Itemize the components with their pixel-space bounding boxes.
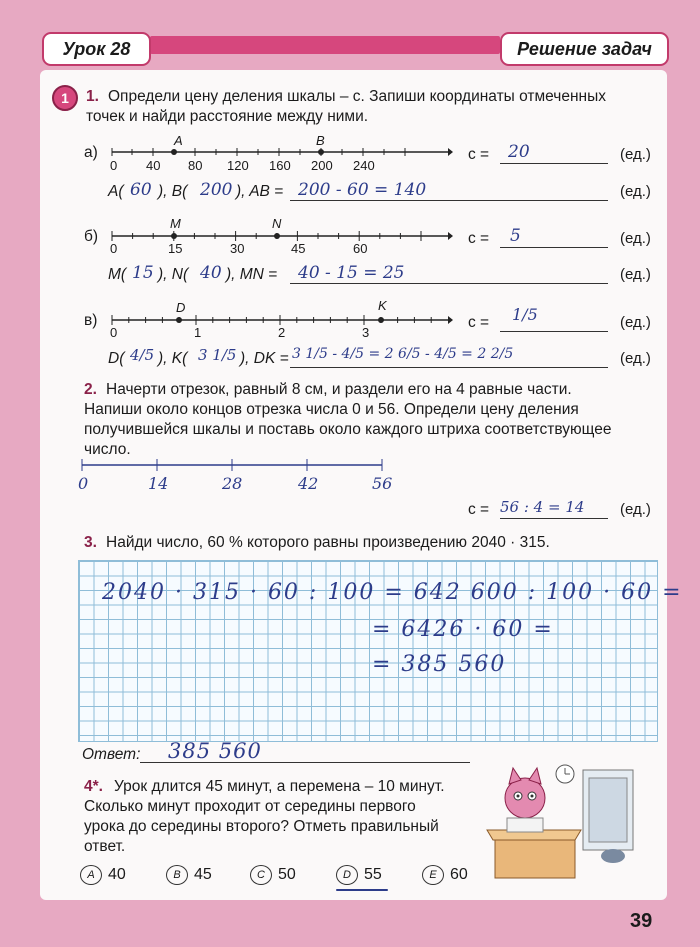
- scale-c-label: с =: [468, 314, 490, 331]
- segment-label: 28: [222, 474, 243, 493]
- option-value: 45: [194, 866, 212, 883]
- tick-label: 45: [291, 241, 306, 256]
- coords-b-prefix: M(: [108, 266, 127, 283]
- drawn-segment: [78, 455, 398, 475]
- coords-b-mid: ), N(: [158, 266, 189, 283]
- tick-label: 120: [227, 158, 249, 173]
- coords-a-prefix: A(: [108, 183, 124, 200]
- ex1-text-line1: Определи цену деления шкалы – с. Запиши координаты отмеченных: [108, 88, 606, 105]
- unit-label: (ед.): [620, 146, 651, 163]
- option-letter: Е: [422, 865, 444, 885]
- option-value: 55: [364, 866, 382, 883]
- tick-label: 240: [353, 158, 375, 173]
- tick-label: 3: [362, 325, 370, 340]
- unit-label: (ед.): [620, 183, 651, 200]
- coords-c-mid: ), K(: [158, 350, 188, 367]
- tick-label: 15: [168, 241, 183, 256]
- header-band: [150, 36, 500, 54]
- point-n-label: N: [272, 216, 282, 231]
- topic-label: Решение задач: [500, 32, 669, 66]
- ex3-work-line2: = 6426 · 60 =: [372, 617, 554, 642]
- tick-label: 30: [230, 241, 245, 256]
- part-a-label: а): [84, 144, 98, 161]
- option-c[interactable]: [250, 865, 296, 885]
- option-d-selected[interactable]: [336, 865, 382, 885]
- cat-illustration: [485, 760, 645, 880]
- unit-label: (ед.): [620, 314, 651, 331]
- page-number: 39: [630, 910, 653, 932]
- scale-c-label: с =: [468, 501, 490, 518]
- ex4-number: 4*.: [84, 778, 103, 795]
- ex2-line4: число.: [84, 441, 131, 458]
- tick-label: 0: [110, 325, 118, 340]
- segment-label: 42: [298, 474, 319, 493]
- unit-label: (ед.): [620, 501, 651, 518]
- coord-b: 200: [200, 180, 233, 200]
- part-b-label: б): [84, 228, 99, 245]
- ex4-line3: урока до середины второго? Отметь правильный: [84, 818, 439, 835]
- scale-c-value: 56 : 4 = 14: [500, 498, 585, 516]
- segment-label: 56: [372, 474, 393, 493]
- coords-b-suffix: ), MN =: [226, 266, 278, 283]
- ex3-text: Найди число, 60 % которого равны произведению 2040 · 315.: [106, 534, 550, 551]
- header-stripe: [158, 36, 162, 54]
- coords-a-mid: ), B(: [158, 183, 188, 200]
- scale-c-value: 5: [510, 226, 521, 246]
- ex3-number: 3.: [84, 534, 97, 551]
- option-letter: А: [80, 865, 102, 885]
- ex4-line1: Урок длится 45 минут, а перемена – 10 минут.: [114, 778, 445, 795]
- answer-value: 385 560: [168, 739, 262, 763]
- answer-line: [500, 163, 608, 164]
- option-letter: С: [250, 865, 272, 885]
- tick-label: 1: [194, 325, 202, 340]
- point-m-label: M: [170, 216, 181, 231]
- ex2-line3: получившейся шкалы и поставь около каждого штриха соответствующее: [84, 421, 612, 438]
- tick-label: 200: [311, 158, 333, 173]
- tick-label: 2: [278, 325, 286, 340]
- point-b-label: B: [316, 133, 325, 148]
- tick-label: 40: [146, 158, 161, 173]
- coord-a: 60: [130, 180, 152, 200]
- tick-label: 160: [269, 158, 291, 173]
- segment-label: 14: [148, 474, 169, 493]
- option-value: 60: [450, 866, 468, 883]
- option-b[interactable]: [166, 865, 212, 885]
- coord-n: 40: [200, 263, 222, 283]
- answer-line: [500, 247, 608, 248]
- coord-k: 3 1/5: [198, 346, 237, 364]
- option-value: 50: [278, 866, 296, 883]
- scale-c-value: 20: [508, 142, 530, 162]
- tick-label: 80: [188, 158, 203, 173]
- segment-label: 0: [78, 474, 89, 493]
- unit-label: (ед.): [620, 230, 651, 247]
- answer-line: [290, 283, 608, 284]
- coord-m: 15: [132, 263, 154, 283]
- exercise-badge: 1: [52, 85, 78, 111]
- selected-underline: [336, 889, 388, 891]
- scale-c-label: с =: [468, 146, 490, 163]
- part-c-label: в): [84, 312, 98, 329]
- answer-line: [290, 200, 608, 201]
- option-e[interactable]: [422, 865, 468, 885]
- coords-c-suffix: ), DK =: [240, 350, 289, 367]
- point-a-label: A: [174, 133, 183, 148]
- distance-dk: 3 1/5 - 4/5 = 2 6/5 - 4/5 = 2 2/5: [292, 346, 514, 362]
- answer-line: [290, 367, 608, 368]
- point-k-label: K: [378, 298, 387, 313]
- ex2-line1: Начерти отрезок, равный 8 см, и раздели его на 4 равные части.: [106, 381, 572, 398]
- scale-c-label: с =: [468, 230, 490, 247]
- answer-label: Ответ:: [82, 746, 141, 763]
- header-stripe: [174, 36, 178, 54]
- coords-a-suffix: ), AB =: [236, 183, 284, 200]
- answer-line: [500, 331, 608, 332]
- ex2-number: 2.: [84, 381, 97, 398]
- scale-c-value: 1/5: [512, 305, 538, 324]
- ex3-work-line3: = 385 560: [372, 652, 507, 677]
- option-letter: В: [166, 865, 188, 885]
- ex4-line2: Сколько минут проходит от середины первого: [84, 798, 416, 815]
- distance-ab: 200 - 60 = 140: [298, 180, 427, 200]
- lesson-label: Урок 28: [42, 32, 151, 66]
- coords-c-prefix: D(: [108, 350, 125, 367]
- ex3-work-line1: 2040 · 315 · 60 : 100 = 642 600 : 100 · 60 =: [102, 580, 683, 605]
- unit-label: (ед.): [620, 266, 651, 283]
- tick-label: 0: [110, 241, 118, 256]
- answer-line: [500, 518, 608, 519]
- unit-label: (ед.): [620, 350, 651, 367]
- ex2-line2: Напиши около концов отрезка числа 0 и 56. Определи цену деления: [84, 401, 579, 418]
- point-d-label: D: [176, 300, 186, 315]
- ex4-line4: ответ.: [84, 838, 126, 855]
- ex1-number: 1.: [86, 88, 99, 105]
- tick-label: 0: [110, 158, 118, 173]
- option-letter: D: [336, 865, 358, 885]
- distance-mn: 40 - 15 = 25: [298, 263, 405, 283]
- coord-d: 4/5: [130, 346, 155, 364]
- tick-label: 60: [353, 241, 368, 256]
- option-value: 40: [108, 866, 126, 883]
- ex1-text-line2: точек и найди расстояние между ними.: [86, 108, 369, 125]
- header-stripe: [166, 36, 170, 54]
- option-a[interactable]: [80, 865, 126, 885]
